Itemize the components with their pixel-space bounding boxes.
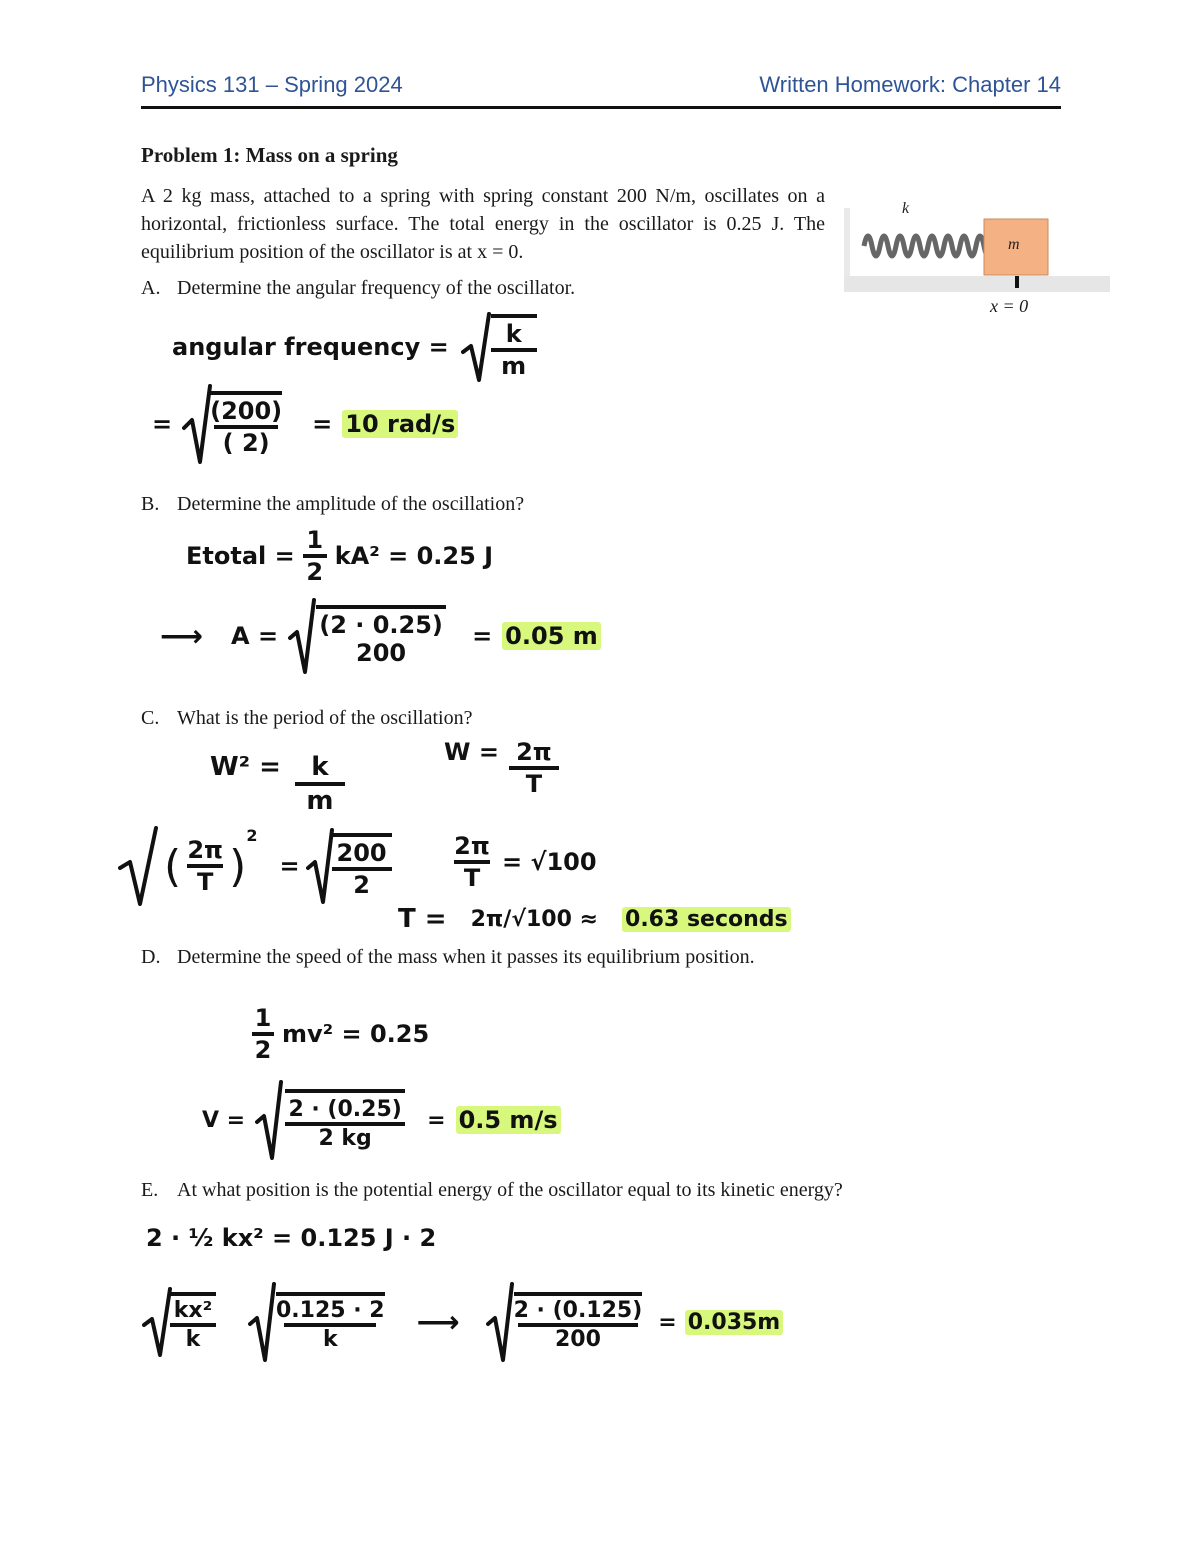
work-c-tw-den: T (463, 864, 481, 892)
work-c-root-rden: 2 (353, 871, 370, 899)
work-d-line2 (202, 1080, 561, 1160)
work-e-frac3-den: 200 (554, 1327, 601, 1352)
work-b-fraction (316, 605, 446, 667)
work-a-rhs: = (312, 410, 333, 438)
work-d-num2: 2 · (0.25) (288, 1097, 402, 1122)
work-e-frac2-den: k (322, 1327, 338, 1352)
question-d-text: Determine the speed of the mass when it passes its equilibrium position. (177, 946, 755, 968)
sqrt-icon (248, 1282, 276, 1362)
arrow-icon: ⟶ (416, 1304, 460, 1340)
spring-diagram-svg (844, 196, 1110, 326)
work-e-frac1-den: k (185, 1327, 201, 1352)
question-e-text: At what position is the potential energy of the oscillator equal to its kinetic energy? (177, 1179, 843, 1201)
work-c-w2 (210, 752, 345, 816)
work-b-line2 (160, 598, 601, 674)
work-c-root-rfraction (332, 833, 392, 899)
work-c-root-eq: = (279, 852, 300, 880)
work-c-w-lhs: W = (444, 738, 499, 766)
work-b-line1 (186, 526, 493, 586)
question-b-label: B. (141, 493, 160, 515)
work-e-fraction1 (170, 1292, 216, 1352)
work-a-fraction1 (491, 314, 537, 380)
work-c-root-fraction (187, 836, 223, 896)
work-e-line1: 2 · ½ kx² = 0.125 J · 2 (146, 1224, 437, 1252)
course-title: Physics 131 – Spring 2024 (141, 72, 403, 97)
work-b-den: 2 (306, 558, 324, 586)
work-b-den2: 200 (356, 639, 407, 667)
question-d-label: D. (141, 946, 161, 968)
sqrt-icon (461, 312, 491, 382)
spring-coil (864, 236, 992, 256)
work-a-line2 (152, 384, 458, 464)
sqrt-icon (182, 384, 212, 464)
equilibrium-label: x = 0 (990, 296, 1029, 316)
work-d-rhs: mv² = 0.25 (282, 1020, 430, 1048)
work-c-root-num: 2π (187, 836, 224, 864)
equilibrium-marker (1015, 276, 1019, 288)
work-a-answer: 10 rad/s (342, 410, 458, 438)
question-b-text: Determine the amplitude of the oscillation? (177, 493, 525, 515)
question-c-text: What is the period of the oscillation? (177, 707, 473, 729)
work-c-root-exp: 2 (246, 826, 258, 845)
sqrt-icon (288, 598, 316, 674)
work-c-tw-rhs: = √100 (502, 848, 597, 876)
question-e-label: E. (141, 1179, 159, 1201)
work-e-frac3-num: 2 · (0.125) (513, 1298, 643, 1323)
work-d-den2: 2 kg (318, 1126, 372, 1151)
work-b-eq: = (472, 622, 493, 650)
work-a-den2: ( 2) (222, 429, 270, 457)
work-e-line2 (142, 1282, 783, 1362)
work-e-frac1-num: kx² (173, 1298, 213, 1323)
work-a-num: k (505, 320, 522, 348)
spring-constant-label: k (902, 200, 910, 217)
work-a-eq: = (152, 410, 173, 438)
work-e-answer: 0.035m (685, 1310, 784, 1335)
work-d-den: 2 (254, 1036, 272, 1064)
work-c-tw (454, 832, 597, 892)
work-d-half (252, 1004, 274, 1064)
work-b-num2: (2 · 0.25) (319, 611, 443, 639)
question-e (141, 1179, 843, 1202)
work-a-num2: (200) (210, 397, 283, 425)
work-d-fraction (285, 1089, 405, 1151)
work-b-answer: 0.05 m (502, 622, 601, 650)
spring-mass-diagram (844, 196, 1110, 326)
question-c-label: C. (141, 707, 160, 729)
header-rule (141, 106, 1061, 109)
work-e-frac2-num: 0.125 · 2 (276, 1298, 385, 1323)
work-c-tw-fraction (454, 832, 490, 892)
sqrt-icon (255, 1080, 283, 1160)
work-c-w2-den: m (306, 786, 334, 816)
question-a (141, 277, 575, 300)
work-d-num: 1 (254, 1004, 272, 1032)
sqrt-icon (306, 828, 334, 904)
floor (844, 276, 1110, 292)
work-c-w-num: 2π (516, 738, 552, 766)
work-c-w2-lhs: W² = (210, 752, 281, 782)
work-c-tw-num: 2π (454, 832, 490, 860)
arrow-icon: ⟶ (160, 618, 204, 654)
work-c-w (444, 738, 559, 798)
work-e-fraction3 (514, 1292, 643, 1352)
work-a-lhs: angular frequency = (172, 333, 449, 361)
mass-label: m (1008, 236, 1020, 253)
work-d-line1 (252, 1004, 429, 1064)
work-a-fraction2 (210, 391, 282, 457)
work-c-w-den: T (525, 770, 543, 798)
work-c-root-den: T (196, 868, 214, 896)
work-b-num: 1 (306, 526, 324, 554)
work-c-w2-fraction (295, 752, 345, 816)
work-a-den: m (501, 352, 527, 380)
question-a-text: Determine the angular frequency of the oscillator. (177, 277, 576, 299)
work-c-t-line: T = (398, 904, 447, 934)
sqrt-icon (118, 826, 158, 906)
work-c-w-fraction (509, 738, 559, 798)
work-e-eq: = (658, 1309, 677, 1335)
work-d-answer: 0.5 m/s (456, 1106, 561, 1134)
work-c-root-rnum: 200 (336, 839, 387, 867)
work-d-eq: = (427, 1107, 446, 1133)
work-e-fraction2 (276, 1292, 385, 1352)
work-b-lhs2: A = (231, 622, 279, 650)
problem-intro: A 2 kg mass, attached to a spring with spring constant 200 N/m, oscillates on a horizontal, frictionless surface. The total energy in the oscillator is 0.25 J. The equilibrium position of the oscillator is at x = 0. (141, 185, 825, 263)
question-d (141, 946, 755, 969)
work-a-line1 (172, 312, 537, 382)
work-c-root: ( $\frac{2\pi}{T}$ ) $^2$ = $\frac{200}{2}$ (118, 826, 392, 906)
sqrt-icon (142, 1287, 172, 1357)
assignment-title: Written Homework: Chapter 14 (759, 72, 1061, 97)
work-b-lhs: Etotal = (186, 542, 295, 570)
sqrt-icon (486, 1282, 514, 1362)
work-c-w2-num: k (311, 752, 329, 782)
work-d-lhs: V = (202, 1107, 246, 1133)
question-b (141, 493, 524, 516)
problem-title: Problem 1: Mass on a spring (141, 143, 398, 167)
work-c-t (398, 904, 791, 934)
work-b-half (303, 526, 327, 586)
work-c-t-expr: 2π/√100 ≈ (470, 906, 599, 932)
question-a-label: A. (141, 277, 161, 299)
work-b-rhs: kA² = 0.25 J (334, 542, 494, 570)
work-c-answer: 0.63 seconds (622, 907, 791, 932)
question-c (141, 707, 472, 730)
